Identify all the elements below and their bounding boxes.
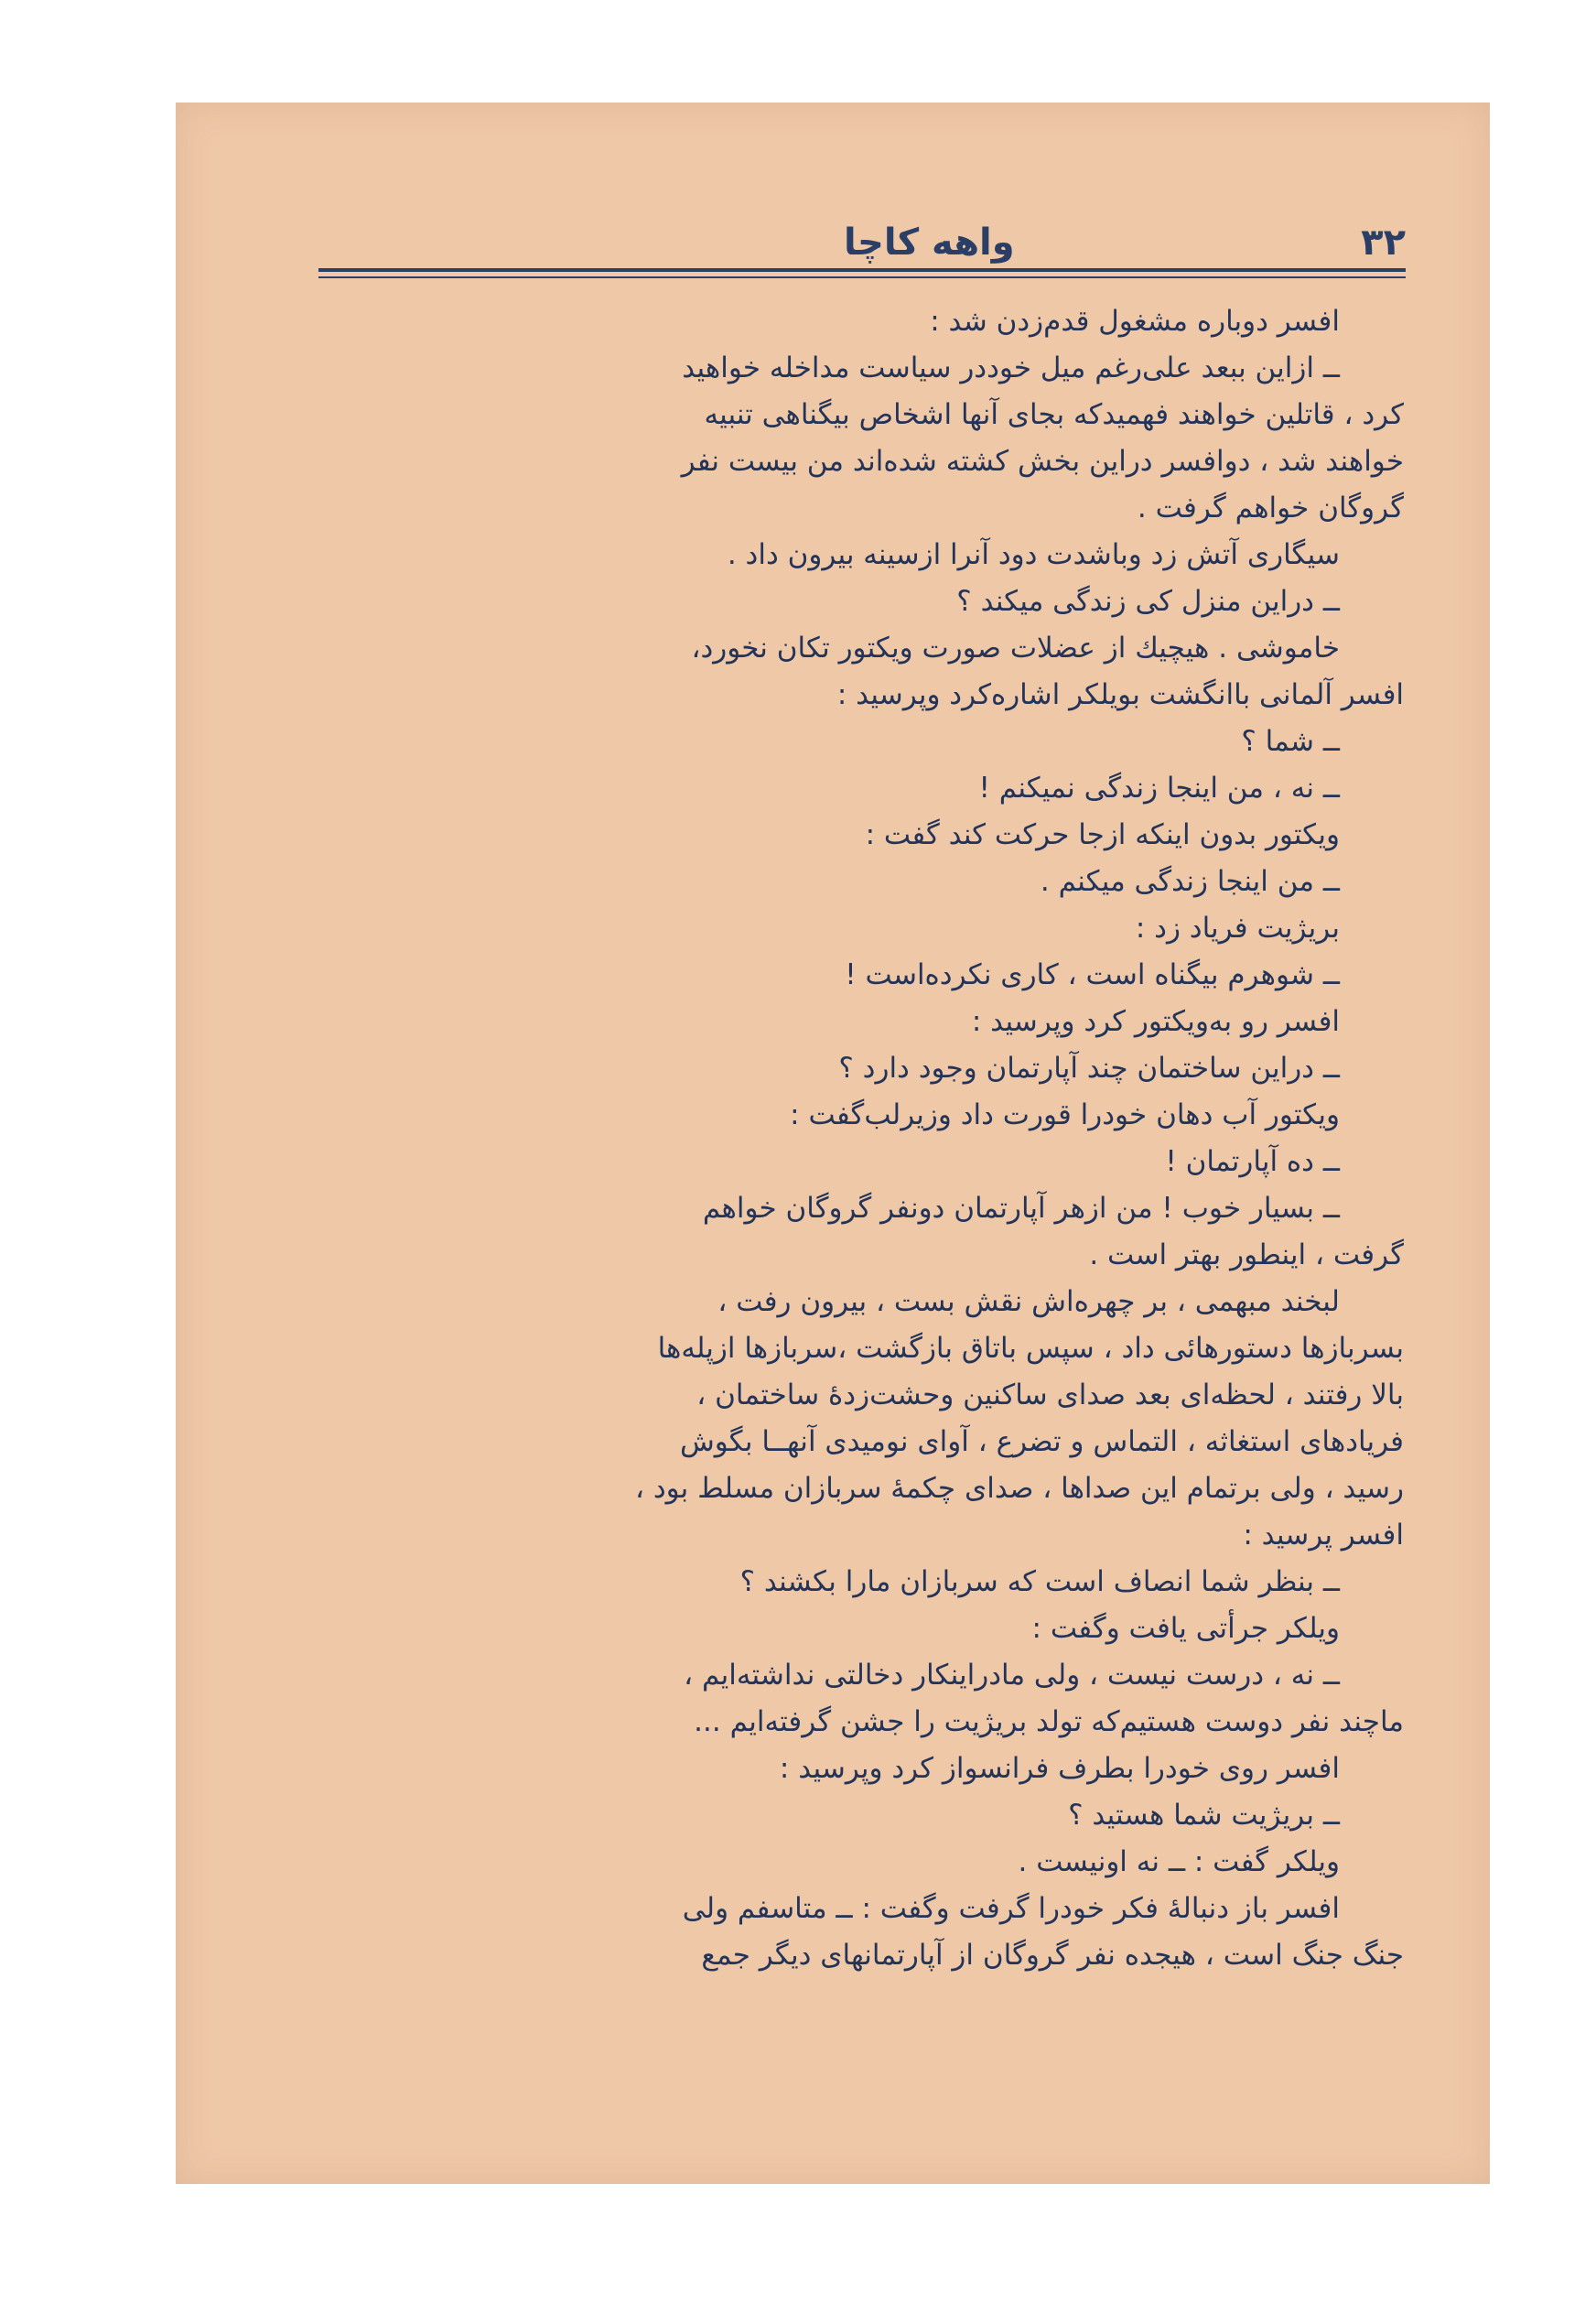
text-line: افسر آلمانی باانگشت بویلکر اشاره‌کرد وپرسید : [836,678,1404,711]
text-line: افسر باز دنبالهٔ فکر خودرا گرفت وگفت : ــ متاسفم ولی [682,1892,1340,1925]
header-rule-thick [318,268,1406,272]
text-line: خاموشی . هیچیك از عضلات صورت ویکتور تکان نخورد، [691,632,1340,665]
text-line: جنگ جنگ است ، هیجده نفر گروگان از آپارتمانهای دیگر جمع [701,1939,1404,1972]
text-line: ویلکر جرأتی یافت وگفت : [1031,1612,1340,1645]
text-line: کرد ، قاتلین خواهند فهمیدکه بجای آنها اشخاص بیگناهی تنبیه [704,398,1404,431]
text-line: ویلکر گفت : ــ نه اونیست . [1018,1845,1340,1878]
text-line: افسر روی خودرا بطرف فرانسواز کرد وپرسید : [779,1752,1340,1785]
text-line: سیگاری آتش زد وباشدت دود آنرا ازسینه بیرون داد . [727,538,1340,571]
text-line: ماچند نفر دوست هستیم‌که تولد بریژیت را جشن گرفته‌ایم ... [694,1705,1404,1738]
text-line: ــ بسیار خوب ! من ازهر آپارتمان دونفر گروگان خواهم [702,1192,1340,1225]
text-line: ــ ازاین ببعد علی‌رغم میل خوددر سیاست مداخله خواهید [682,351,1340,384]
text-line: ــ دراین منزل کی زندگی میکند ؟ [956,585,1340,618]
text-line: رسید ، ولی برتمام این صداها ، صدای چکمهٔ سربازان مسلط بود ، [634,1472,1404,1505]
text-line: ویکتور آب دهان خودرا قورت داد وزیرلب‌گفت : [790,1098,1340,1131]
text-line: لبخند مبهمی ، بر چهره‌اش نقش بست ، بیرون رفت ، [717,1285,1340,1318]
header-rule-thin [318,276,1406,278]
text-line: ــ دراین ساختمان چند آپارتمان وجود دارد ؟ [838,1052,1340,1085]
text-line: ــ نه ، من اینجا زندگی نمیکنم ! [978,772,1340,805]
header-rule [318,268,1406,283]
text-line: افسر پرسید : [1243,1519,1404,1552]
text-line: ــ بنظر شما انصاف است که سربازان مارا بکشند ؟ [739,1565,1340,1598]
text-line: گرفت ، اینطور بهتر است . [1089,1238,1404,1271]
running-title: واهه کاچا [844,222,1015,264]
text-line: ــ شوهرم بیگناه است ، کاری نکرده‌است ! [845,958,1340,991]
text-line: فریادهای استغاثه ، التماس و تضرع ، آوای نومیدی آنهــا بگوش [679,1425,1404,1458]
text-line: افسر رو به‌ویکتور کرد وپرسید : [971,1005,1340,1038]
text-line: خواهند شد ، دوافسر دراین بخش کشته شده‌اند من بیست نفر [681,445,1404,478]
text-line: ویکتور بدون اینکه ازجا حرکت کند گفت : [865,818,1340,851]
page-number: ۳۲ [1361,222,1406,264]
text-line: بسربازها دستورهائی داد ، سپس باتاق بازگشت ،سربازها ازپله‌ها [657,1332,1404,1365]
text-line: ــ شما ؟ [1241,725,1340,758]
text-line: ــ من اینجا زندگی میکنم . [1040,865,1340,898]
text-line: افسر دوباره مشغول قدم‌زدن شد : [930,305,1340,338]
text-line: بریژیت فریاد زد : [1135,912,1340,945]
text-line: ــ بریژیت شما هستید ؟ [1068,1799,1340,1832]
text-line: بالا رفتند ، لحظه‌ای بعد صدای ساکنین وحشت‌زدهٔ ساختمان ، [696,1379,1404,1411]
text-line: ــ ده آپارتمان ! [1165,1145,1340,1178]
text-line: ــ نه ، درست نیست ، ولی مادراینکار دخالتی نداشته‌ایم ، [684,1659,1340,1692]
text-line: گروگان خواهم گرفت . [1137,492,1404,524]
body-text [278,298,1404,1979]
book-page [176,103,1490,2184]
